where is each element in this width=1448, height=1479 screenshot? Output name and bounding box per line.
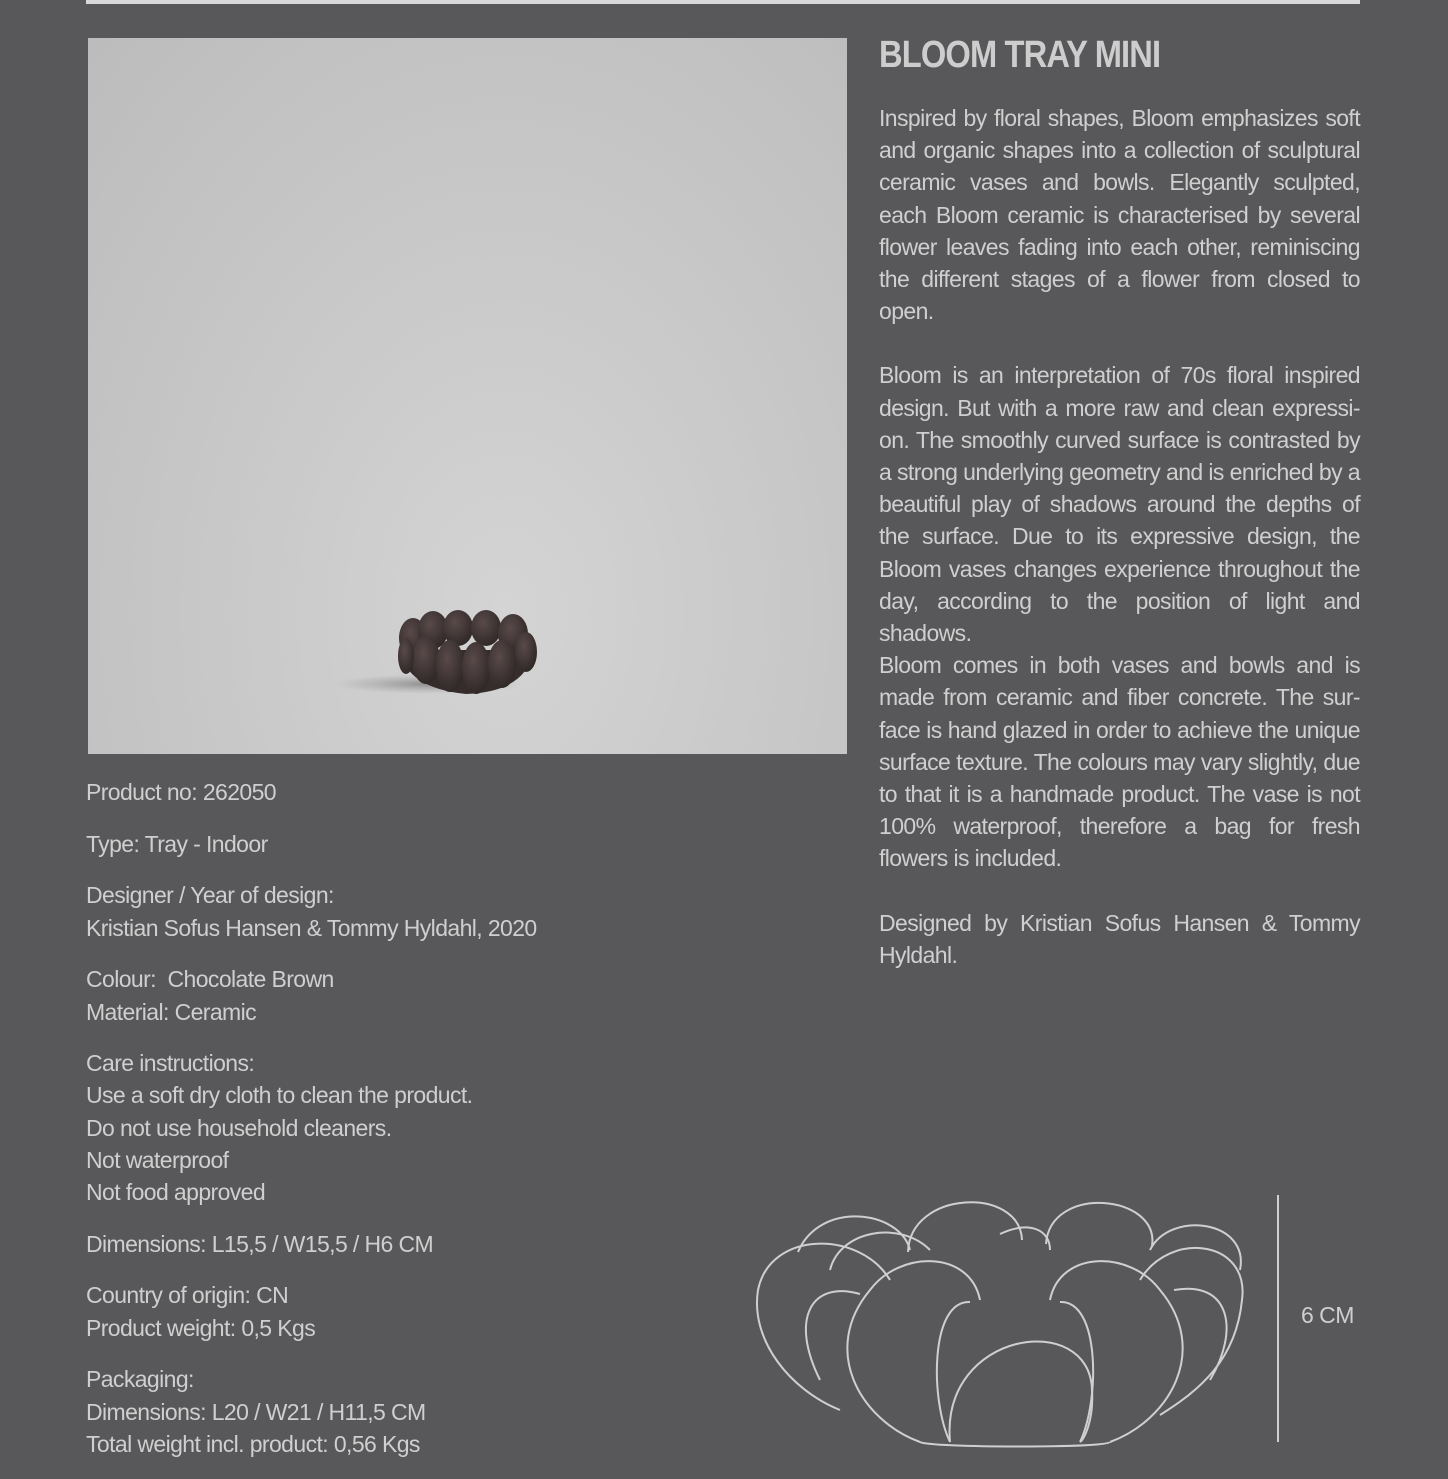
petal-outline: [757, 1244, 890, 1410]
petal-outline: [937, 1302, 970, 1442]
spec-origin-weight: [86, 1279, 726, 1343]
bloom-line-drawing: [750, 1190, 1290, 1448]
spec-label: Packaging:: [86, 1366, 194, 1393]
height-dimension-label: 6 CM: [1301, 1302, 1354, 1328]
spec-text: Use a soft dry cloth to clean the product.: [86, 1082, 473, 1109]
product-photo: [88, 38, 847, 754]
spec-care: [86, 1047, 726, 1208]
spec-text: Dimensions: L15,5 / W15,5 / H6 CM: [86, 1230, 434, 1257]
spec-text: Product no: 262050: [86, 779, 276, 805]
spec-designer: [86, 879, 726, 943]
petal-outline: [847, 1261, 980, 1442]
bloom-tray-image: [88, 38, 847, 754]
product-description: [879, 102, 1360, 1003]
top-divider: [86, 0, 1360, 4]
description-paragraph: Designed by Kristian Sofus Hansen & Tommy Hyldahl.: [879, 909, 1360, 968]
product-specs: [86, 776, 726, 1479]
spec-product-no: [86, 776, 726, 808]
spec-label: Care instructions:: [86, 1050, 255, 1077]
petal-outline: [950, 1341, 1093, 1442]
spec-text: Do not use household cleaners.: [86, 1114, 392, 1141]
spec-text: Dimensions: L20 / W21 / H11,5 CM: [86, 1398, 426, 1425]
base-outline: [920, 1442, 1110, 1447]
spec-label: Designer / Year of design:: [86, 882, 334, 909]
petal-outline: [806, 1291, 860, 1380]
spec-text: Type: Tray - Indoor: [86, 830, 268, 857]
spec-text: Total weight incl. product: 0,56 Kgs: [86, 1430, 420, 1457]
petal-outline: [798, 1216, 910, 1252]
petal-outline: [1046, 1203, 1152, 1246]
petal-outline: [1000, 1227, 1050, 1250]
spec-colour-material: [86, 963, 726, 1027]
spec-dimensions: [86, 1228, 726, 1260]
petal-outline: [830, 1233, 930, 1270]
petal-outline: [1050, 1261, 1183, 1442]
spec-text: Country of origin: CN: [86, 1282, 289, 1309]
spec-text: Not waterproof: [86, 1146, 229, 1173]
spec-packaging: [86, 1363, 726, 1460]
spec-text: Not food approved: [86, 1179, 266, 1206]
description-paragraph: Inspired by floral shapes, Bloom emphasizes soft and organic shapes into a collection of sculptural ceramic vases and bowls. Elegantly sculpted, each Bloom ceramic is characterised by several flower leaves fading into each other, reminiscing the different stages of a flower from closed to open.: [879, 105, 1360, 325]
description-paragraph: Bloom is an interpretation of 70s floral inspired design. But with a more raw and clean expressi-on. The smoothly curved surface is contrasted by a strong underlying geometry and is enriched by a beautiful play of shadows around the depths of the surface. Due to its expressive design, the Bloom vases changes experience throughout the day, according to the position of light and shadows.: [879, 362, 1360, 647]
spec-type: [86, 828, 726, 860]
spec-text: Product weight: 0,5 Kgs: [86, 1314, 316, 1341]
product-title: BLOOM TRAY MINI: [879, 34, 1161, 76]
spec-text: Colour: Chocolate Brown: [86, 966, 334, 993]
spec-text: Material: Ceramic: [86, 998, 257, 1025]
spec-text: Kristian Sofus Hansen & Tommy Hyldahl, 2020: [86, 914, 537, 941]
description-paragraph: Bloom comes in both vases and bowls and is made from ceramic and fiber concrete. The sur-face is hand glazed in order to achieve the unique surface texture. The colours may vary slightly, due to that it is a handmade product. The vase is not 100% waterproof, therefore a bag for fresh flowers is included.: [879, 652, 1360, 872]
